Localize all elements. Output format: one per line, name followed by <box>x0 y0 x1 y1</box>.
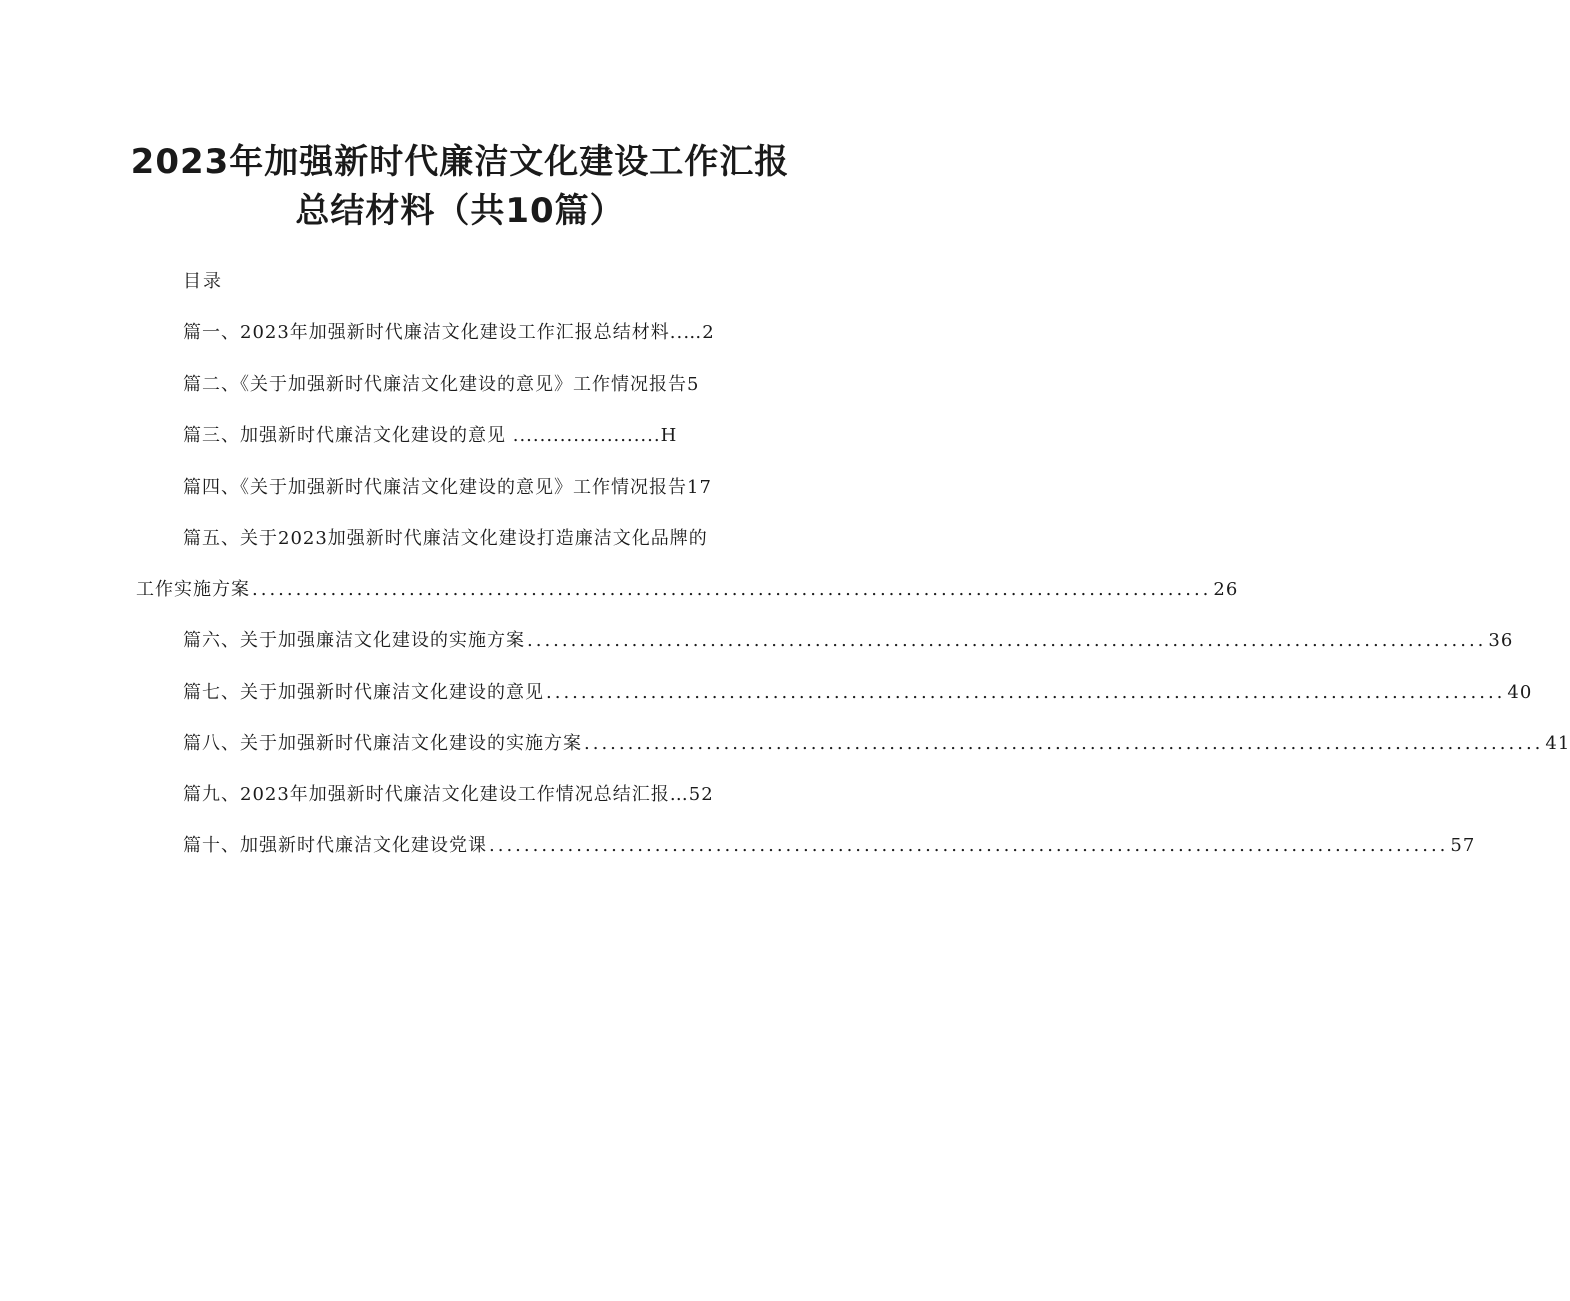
toc-entry-8-page: 41 <box>1545 733 1570 754</box>
toc-entry-10 <box>183 835 1476 856</box>
dot-leader: .............................................................................................................. <box>584 733 1544 754</box>
toc-entry-8-text: 篇八、关于加强新时代廉洁文化建设的实施方案 <box>183 733 582 754</box>
dot-leader: .............................................................................................................. <box>546 682 1506 703</box>
toc-entry-4: 篇四、《关于加强新时代廉洁文化建设的意见》工作情况报告17 <box>183 477 712 498</box>
toc-entry-7-text: 篇七、关于加强新时代廉洁文化建设的意见 <box>183 682 544 703</box>
toc-entry-2: 篇二、《关于加强新时代廉洁文化建设的意见》工作情况报告5 <box>183 374 700 395</box>
toc-entry-6 <box>183 630 1514 651</box>
toc-entry-1: 篇一、2023年加强新时代廉洁文化建设工作汇报总结材料..…2 <box>183 322 715 343</box>
toc-entry-5-text: 工作实施方案 <box>136 579 250 600</box>
toc-entry-10-page: 57 <box>1450 835 1476 856</box>
dot-leader: .............................................................................................................. <box>527 630 1487 651</box>
toc-entry-8 <box>183 733 1570 754</box>
toc-heading: 目录 <box>183 271 223 292</box>
toc-entry-3: 篇三、加强新时代廉洁文化建设的意见 ......................H <box>183 425 678 446</box>
toc-entry-7 <box>183 682 1533 703</box>
toc-entry-5-line-2 <box>136 579 1239 600</box>
toc-entry-6-page: 36 <box>1488 630 1514 651</box>
toc-entry-7-page: 40 <box>1507 682 1533 703</box>
toc-entry-5-page: 26 <box>1213 579 1239 600</box>
toc-entry-9: 篇九、2023年加强新时代廉洁文化建设工作情况总结汇报…52 <box>183 784 714 805</box>
document-title-line-1: 2023年加强新时代廉洁文化建设工作汇报 <box>130 142 790 182</box>
toc-entry-6-text: 篇六、关于加强廉洁文化建设的实施方案 <box>183 630 525 651</box>
toc-entry-10-text: 篇十、加强新时代廉洁文化建设党课 <box>183 835 487 856</box>
dot-leader: .............................................................................................................. <box>252 579 1212 600</box>
dot-leader: .............................................................................................................. <box>489 835 1449 856</box>
document-title-line-2: 总结材料（共10篇） <box>295 191 625 231</box>
toc-entry-5-line-1: 篇五、关于2023加强新时代廉洁文化建设打造廉洁文化品牌的 <box>183 528 708 549</box>
